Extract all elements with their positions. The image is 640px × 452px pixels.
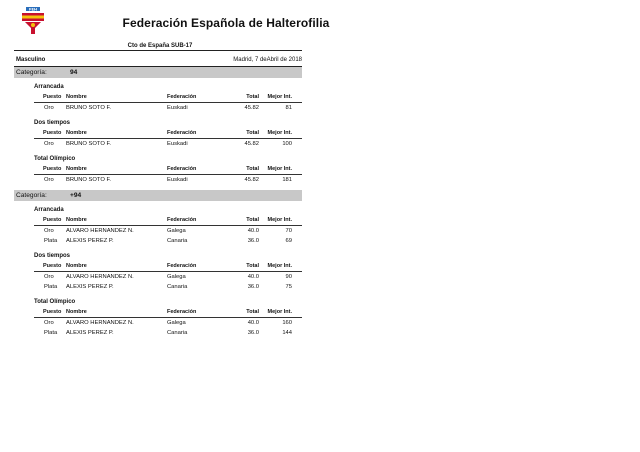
table-header — [34, 164, 302, 175]
column-header-mejor: Mejor Int. — [267, 166, 292, 172]
exercise-section — [14, 251, 302, 292]
cell-total: 36.0 — [247, 330, 259, 336]
cell-nombre: ALEXIS PEREZ P. — [66, 330, 114, 336]
place-date: Madrid, 7 deAbril de 2018 — [233, 57, 302, 63]
column-header-federacion: Federación — [167, 309, 197, 315]
gender-label: Masculino — [16, 57, 46, 63]
cell-total: 45.82 — [244, 105, 259, 111]
cell-nombre: ALEXIS PEREZ P. — [66, 284, 114, 290]
column-header-federacion: Federación — [167, 217, 197, 223]
exercise-title: Dos tiempos — [34, 120, 71, 126]
table-row — [34, 282, 302, 292]
exercise-title: Arrancada — [34, 207, 64, 213]
cell-federacion: Galega — [167, 228, 186, 234]
exercise-section — [14, 297, 302, 338]
cell-nombre: ALVARO HERNANDEZ N. — [66, 274, 134, 280]
cell-nombre: BRUNO SOTO F. — [66, 141, 111, 147]
cell-mejor: 144 — [282, 330, 292, 336]
cell-mejor: 100 — [282, 141, 292, 147]
column-header-total: Total — [246, 263, 259, 269]
cell-mejor: 69 — [285, 238, 292, 244]
cell-nombre: ALVARO HERNANDEZ N. — [66, 228, 134, 234]
cell-mejor: 75 — [285, 284, 292, 290]
exercise-title: Dos tiempos — [34, 253, 71, 259]
column-header-total: Total — [246, 130, 259, 136]
cell-total: 40.0 — [247, 228, 259, 234]
cell-total: 36.0 — [247, 238, 259, 244]
column-header-puesto: Puesto — [43, 130, 62, 136]
category-label: Categoría: — [16, 192, 47, 199]
cell-total: 40.0 — [247, 320, 259, 326]
cell-mejor: 70 — [285, 228, 292, 234]
exercise-section — [14, 82, 302, 113]
table-row — [34, 272, 302, 282]
column-header-federacion: Federación — [167, 94, 197, 100]
category-label: Categoría: — [16, 69, 47, 76]
table-header — [34, 307, 302, 318]
cell-nombre: ALVARO HERNANDEZ N. — [66, 320, 134, 326]
category-value: 94 — [70, 69, 78, 76]
column-header-mejor: Mejor Int. — [267, 130, 292, 136]
cell-mejor: 81 — [285, 105, 292, 111]
exercise-section — [14, 205, 302, 246]
cell-mejor: 160 — [282, 320, 292, 326]
table-row — [34, 318, 302, 328]
cell-mejor: 181 — [282, 177, 292, 183]
page-title: Federación Española de Halterofilia — [122, 16, 330, 30]
exercise-title: Total Olímpico — [34, 156, 76, 162]
column-header-nombre: Nombre — [66, 166, 87, 172]
cell-federacion: Galega — [167, 320, 186, 326]
table-row — [34, 236, 302, 246]
cell-puesto: Plata — [44, 284, 58, 290]
header-divider-top — [14, 50, 302, 51]
cell-federacion: Euskadi — [167, 177, 188, 183]
category-value: +94 — [70, 192, 82, 199]
cell-puesto: Oro — [44, 274, 54, 280]
cell-puesto: Oro — [44, 320, 54, 326]
column-header-total: Total — [246, 94, 259, 100]
column-header-puesto: Puesto — [43, 263, 62, 269]
column-header-mejor: Mejor Int. — [267, 309, 292, 315]
cell-puesto: Oro — [44, 177, 54, 183]
column-header-federacion: Federación — [167, 166, 197, 172]
cell-total: 36.0 — [247, 284, 259, 290]
results-content — [14, 67, 302, 343]
table-header — [34, 261, 302, 272]
cell-puesto: Oro — [44, 141, 54, 147]
cell-mejor: 90 — [285, 274, 292, 280]
table-row — [34, 103, 302, 113]
cell-federacion: Galega — [167, 274, 186, 280]
column-header-total: Total — [246, 166, 259, 172]
column-header-total: Total — [246, 309, 259, 315]
column-header-federacion: Federación — [167, 263, 197, 269]
column-header-puesto: Puesto — [43, 166, 62, 172]
cell-puesto: Plata — [44, 238, 58, 244]
column-header-puesto: Puesto — [43, 309, 62, 315]
column-header-mejor: Mejor Int. — [267, 94, 292, 100]
exercise-title: Arrancada — [34, 84, 64, 90]
cell-federacion: Euskadi — [167, 105, 188, 111]
cell-total: 40.0 — [247, 274, 259, 280]
table-row — [34, 328, 302, 338]
column-header-nombre: Nombre — [66, 263, 87, 269]
column-header-puesto: Puesto — [43, 94, 62, 100]
table-header — [34, 215, 302, 226]
column-header-nombre: Nombre — [66, 309, 87, 315]
cell-nombre: ALEXIS PEREZ P. — [66, 238, 114, 244]
cell-federacion: Canaria — [167, 330, 188, 336]
cell-nombre: BRUNO SOTO F. — [66, 177, 111, 183]
category-bar — [14, 190, 302, 201]
cell-federacion: Canaria — [167, 284, 188, 290]
column-header-nombre: Nombre — [66, 217, 87, 223]
cell-puesto: Plata — [44, 330, 58, 336]
exercise-title: Total Olímpico — [34, 299, 76, 305]
table-row — [34, 226, 302, 236]
column-header-puesto: Puesto — [43, 217, 62, 223]
table-row — [34, 139, 302, 149]
cell-puesto: Oro — [44, 228, 54, 234]
cell-puesto: Oro — [44, 105, 54, 111]
category-bar — [14, 67, 302, 78]
column-header-federacion: Federación — [167, 130, 197, 136]
cell-federacion: Euskadi — [167, 141, 188, 147]
competition-name: Cto de España SUB-17 — [127, 43, 193, 49]
cell-total: 45.82 — [244, 177, 259, 183]
column-header-nombre: Nombre — [66, 94, 87, 100]
federation-logo-icon — [20, 6, 46, 36]
column-header-mejor: Mejor Int. — [267, 263, 292, 269]
exercise-section — [14, 154, 302, 185]
table-row — [34, 175, 302, 185]
cell-total: 45.82 — [244, 141, 259, 147]
column-header-total: Total — [246, 217, 259, 223]
svg-text:FEH: FEH — [29, 7, 37, 12]
cell-nombre: BRUNO SOTO F. — [66, 105, 111, 111]
exercise-section — [14, 118, 302, 149]
column-header-nombre: Nombre — [66, 130, 87, 136]
table-header — [34, 128, 302, 139]
table-header — [34, 92, 302, 103]
cell-federacion: Canaria — [167, 238, 188, 244]
column-header-mejor: Mejor Int. — [267, 217, 292, 223]
